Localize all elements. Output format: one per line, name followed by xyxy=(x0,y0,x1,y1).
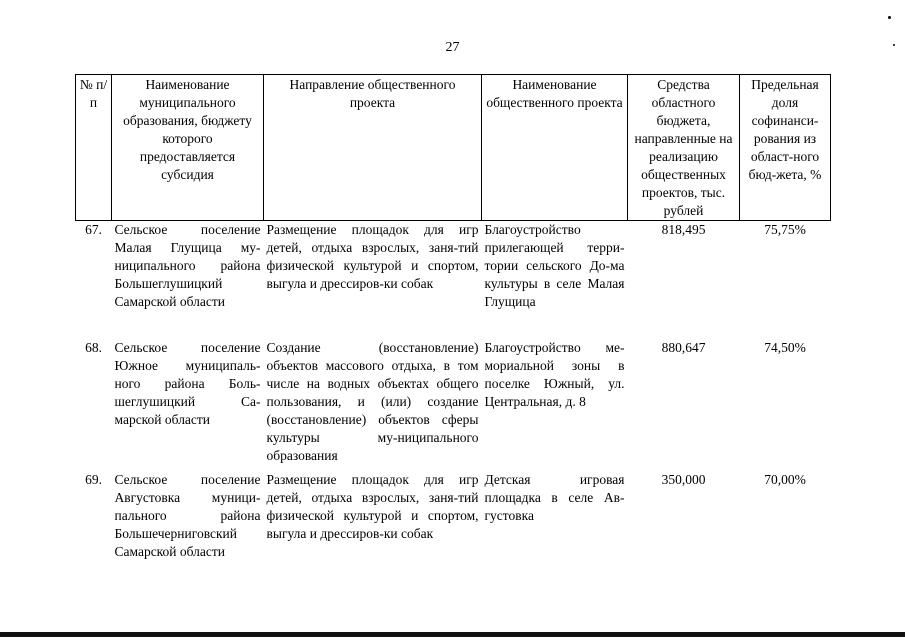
budget-cell: 880,647 xyxy=(661,340,706,355)
budget-cell: 818,495 xyxy=(661,222,706,237)
header-budget: Средства областного бюджета, направленные на реализацию общественных проектов, тыс. рублей xyxy=(628,75,740,221)
table-row xyxy=(76,221,831,332)
direction-cell: Размещение площадок для игр детей, отдыха взрослых, заня-тий физической культурой и спортом, выгула и дрессиров-ки собак xyxy=(266,222,479,291)
scan-speck xyxy=(893,44,895,46)
project-cell: Благоустройство ме-мориальной зоны в поселке Южный, ул. Центральная, д. 8 xyxy=(484,340,625,409)
header-project: Наименование общественного проекта xyxy=(482,75,628,221)
scan-speck xyxy=(888,16,891,19)
municipality-cell: Сельское поселение Малая Глущица му-ниципального района Большеглушицкий Самарской области xyxy=(114,222,261,309)
direction-cell: Размещение площадок для игр детей, отдыха взрослых, заня-тий физической культурой и спортом, выгула и дрессиров-ки собак xyxy=(266,472,479,541)
table-row xyxy=(76,466,831,581)
header-number: № п/п xyxy=(76,75,112,221)
table-row xyxy=(76,331,831,466)
subsidy-table xyxy=(75,74,831,581)
project-cell: Детская игровая площадка в селе Ав-густовка xyxy=(484,472,625,523)
project-cell: Благоустройство прилегающей терри-тории сельского До-ма культуры в селе Малая Глущица xyxy=(484,222,625,309)
header-direction: Направление общественного проекта xyxy=(264,75,482,221)
municipality-cell: Сельское поселение Августовка муници-пального района Большечерниговский Самарской области xyxy=(114,472,261,559)
row-number: 67. xyxy=(85,222,102,237)
header-municipality: Наименование муниципального образования, бюджету которого предоставляется субсидия xyxy=(112,75,264,221)
page-number: 27 xyxy=(445,40,460,55)
scan-bottom-edge xyxy=(0,632,905,637)
share-cell: 70,00% xyxy=(764,472,806,487)
direction-cell: Создание (восстановление) объектов массового отдыха, в том числе на водных объектах общего пользования, и (или) создание (восстановление) объектов сферы культуры му-ниципального образования xyxy=(266,340,479,463)
table-body xyxy=(76,221,831,582)
row-number: 68. xyxy=(85,340,102,355)
row-number: 69. xyxy=(85,472,102,487)
header-share: Предельная доля софинанси-рования из област-ного бюд-жета, % xyxy=(740,75,831,221)
municipality-cell: Сельское поселение Южное муниципаль-ного района Боль-шеглушицкий Са-марской области xyxy=(114,340,261,427)
share-cell: 75,75% xyxy=(764,222,806,237)
header-row xyxy=(76,75,831,221)
table-header xyxy=(76,75,831,221)
share-cell: 74,50% xyxy=(764,340,806,355)
budget-cell: 350,000 xyxy=(661,472,706,487)
